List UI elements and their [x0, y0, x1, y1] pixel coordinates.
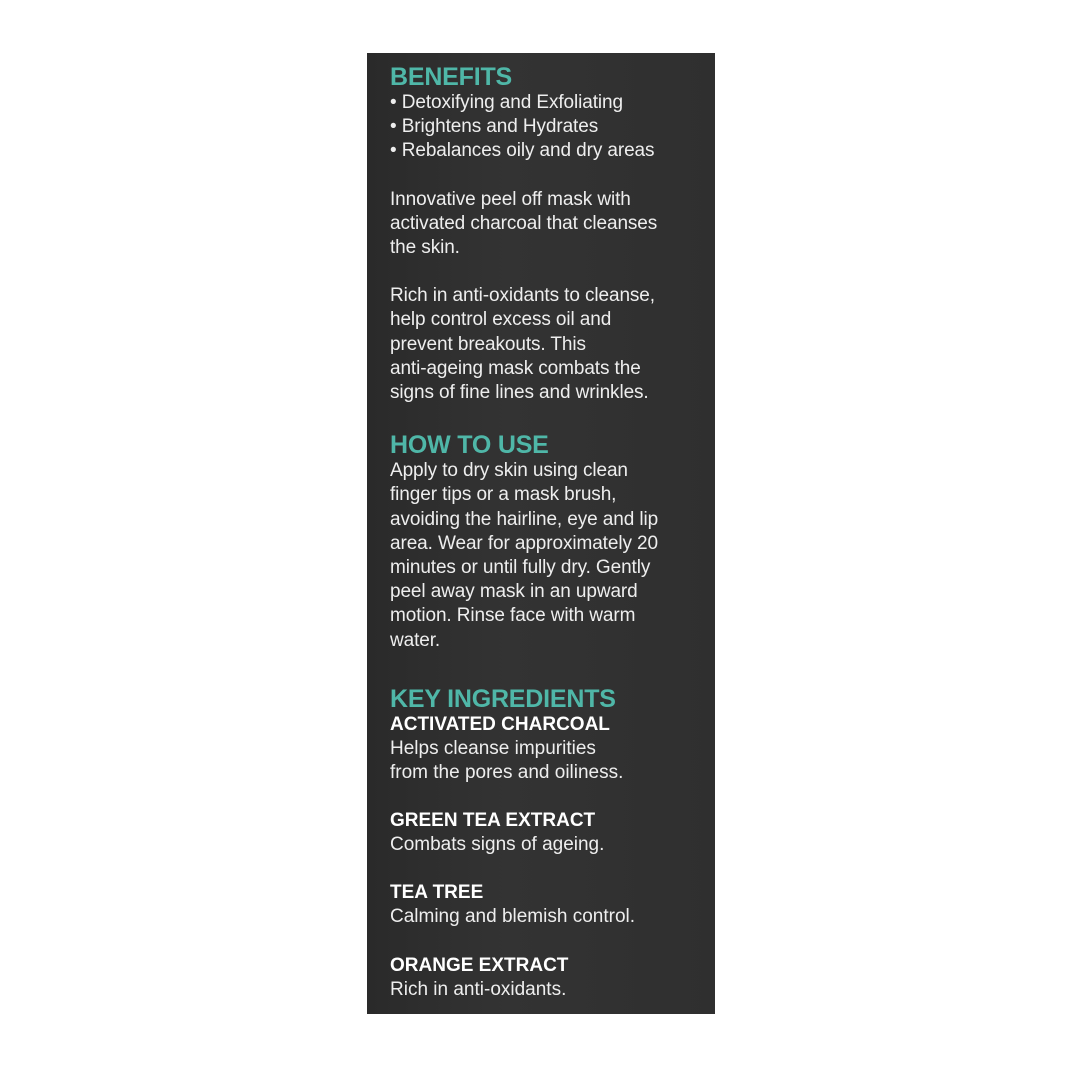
text-line: Calming and blemish control.: [390, 906, 636, 928]
text-line: Combats signs of ageing.: [390, 834, 605, 856]
key-ingredients-heading: KEY INGREDIENTS: [390, 684, 616, 713]
text-line: finger tips or a mask brush,: [390, 484, 617, 506]
text-line: Helps cleanse impurities: [390, 737, 596, 759]
text-line: the skin.: [390, 237, 460, 259]
text-line: Apply to dry skin using clean: [390, 460, 628, 482]
text-line: activated charcoal that cleanses: [390, 212, 658, 234]
ingredient-item: [390, 713, 703, 785]
ingredient-item: [390, 809, 703, 857]
text-line: help control excess oil and: [390, 309, 612, 331]
list-item: • Rebalances oily and dry areas: [390, 139, 703, 163]
text-line: Rich in anti-oxidants.: [390, 978, 567, 1000]
ingredient-item: [390, 881, 703, 929]
benefits-heading: BENEFITS: [390, 63, 513, 91]
ingredient-desc: [390, 833, 703, 857]
list-item: • Detoxifying and Exfoliating: [390, 91, 703, 115]
text-line: area. Wear for approximately 20: [390, 532, 658, 554]
benefits-description-1: [390, 188, 703, 261]
benefits-list: [390, 91, 703, 164]
how-to-use-instructions: [390, 459, 703, 653]
text-line: prevent breakouts. This: [390, 333, 586, 355]
text-line: avoiding the hairline, eye and lip: [390, 508, 659, 530]
ingredient-desc: [390, 905, 703, 929]
ingredient-item: [390, 954, 703, 1002]
text-line: minutes or until fully dry. Gently: [390, 557, 651, 579]
text-line: from the pores and oiliness.: [390, 762, 624, 784]
how-to-use-heading: HOW TO USE: [390, 431, 549, 460]
text-line: anti-ageing mask combats the: [390, 357, 641, 379]
ingredient-desc: [390, 737, 703, 785]
list-item: • Brightens and Hydrates: [390, 115, 703, 139]
text-line: water.: [390, 629, 441, 651]
text-line: Innovative peel off mask with: [390, 188, 631, 210]
ingredient-name: GREEN TEA EXTRACT: [390, 810, 596, 832]
ingredient-name: TEA TREE: [390, 882, 484, 904]
ingredient-desc: [390, 978, 703, 1002]
text-line: peel away mask in an upward: [390, 581, 638, 603]
benefits-description-2: [390, 284, 703, 405]
text-line: signs of fine lines and wrinkles.: [390, 382, 649, 404]
ingredient-name: ORANGE EXTRACT: [390, 954, 569, 976]
product-info-panel: [367, 53, 715, 1014]
text-line: motion. Rinse face with warm: [390, 605, 636, 627]
text-line: Rich in anti-oxidants to cleanse,: [390, 285, 655, 307]
ingredient-name: ACTIVATED CHARCOAL: [390, 713, 610, 735]
